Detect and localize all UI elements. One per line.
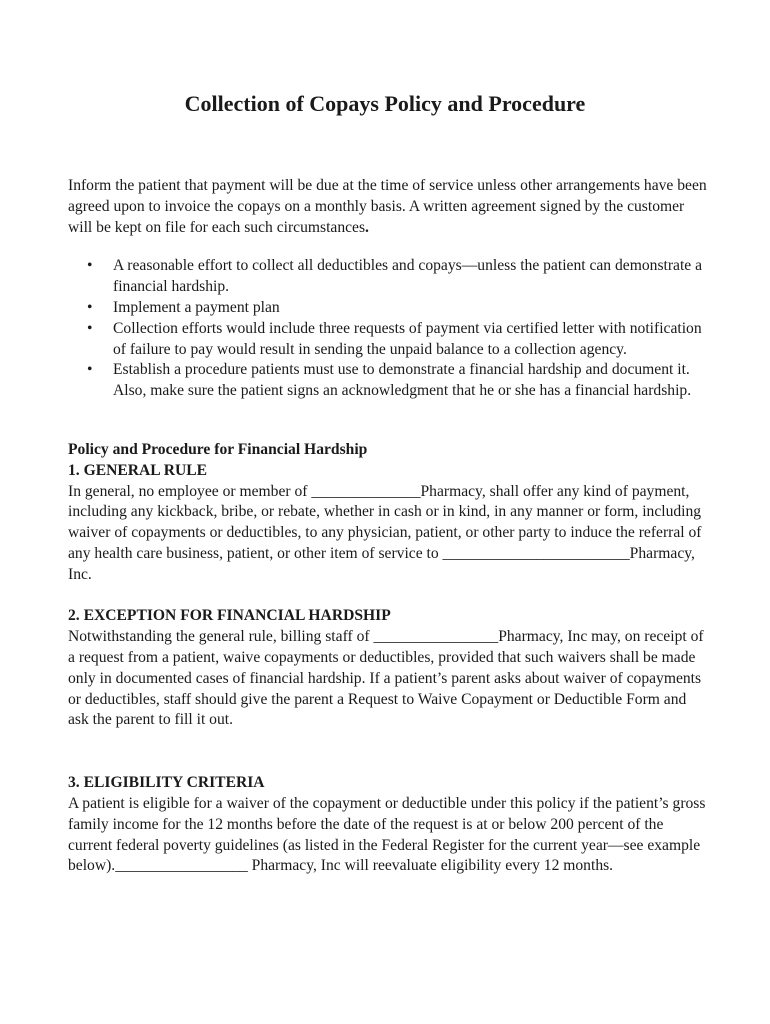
hardship-heading: Policy and Procedure for Financial Hardship xyxy=(68,440,368,458)
section-text: Notwithstanding the general rule, billing staff of ________________Pharmacy, Inc may, on receipt of a request from a patient, waive copayments or deductibles, provided that such waivers shall be made only in documented cases of financial hardship. If a patient’s parent asks about waiver of copayments or deductibles, staff should give the parent a Request to Waive Copayment or Deductible Form and ask the parent to fill it out. xyxy=(68,628,704,729)
bullet-icon: • xyxy=(87,298,93,316)
intro-text: Inform the patient that payment will be due at the time of service unless other arrangements have been agreed upon to invoice the copays on a monthly basis. A written agreement signed by the customer will be kept on file for each such circumstances xyxy=(68,177,707,236)
list-item xyxy=(68,319,708,361)
list-item-text: Collection efforts would include three requests of payment via certified letter with notification of failure to pay would result in sending the unpaid balance to a collection agency. xyxy=(113,319,702,358)
section-text: In general, no employee or member of ______________Pharmacy, shall offer any kind of payment, including any kickback, bribe, or rebate, whether in cash or in kind, in any manner or form, including waiver of copayments or deductibles, to any physician, patient, or other party to induce the referral of any health care business, patient, or other item of service to ________________________Pharmacy, Inc. xyxy=(68,482,702,583)
intro-paragraph xyxy=(68,176,708,238)
section-general-rule xyxy=(68,440,708,586)
section-eligibility xyxy=(68,773,708,877)
section-heading: 1. GENERAL RULE xyxy=(68,461,208,479)
list-item xyxy=(68,256,708,298)
list-item xyxy=(68,360,708,402)
bullet-list xyxy=(68,256,708,402)
list-item xyxy=(68,298,708,319)
section-text: A patient is eligible for a waiver of the copayment or deductible under this policy if the patient’s gross family income for the 12 months before the date of the request is at or below 200 percent of the current federal poverty guidelines (as listed in the Federal Register for the current year—see example below)._________________ Pharmacy, Inc will reevaluate eligibility every 12 months. xyxy=(68,794,706,875)
list-item-text: A reasonable effort to collect all deductibles and copays—unless the patient can demonstrate a financial hardship. xyxy=(113,257,703,296)
intro-period: . xyxy=(365,218,369,236)
document-title: Collection of Copays Policy and Procedure xyxy=(184,91,586,116)
document-body xyxy=(68,176,708,877)
section-exception xyxy=(68,606,708,731)
bullet-icon: • xyxy=(87,361,93,379)
section-heading: 2. EXCEPTION FOR FINANCIAL HARDSHIP xyxy=(68,607,391,625)
list-item-text: Implement a payment plan xyxy=(113,298,280,316)
bullet-icon: • xyxy=(87,319,93,337)
bullet-icon: • xyxy=(87,257,93,275)
section-heading: 3. ELIGIBILITY CRITERIA xyxy=(68,774,265,792)
list-item-text: Establish a procedure patients must use to demonstrate a financial hardship and document it. Also, make sure the patient signs an acknowledgment that he or she has a financial hardship. xyxy=(113,361,692,400)
